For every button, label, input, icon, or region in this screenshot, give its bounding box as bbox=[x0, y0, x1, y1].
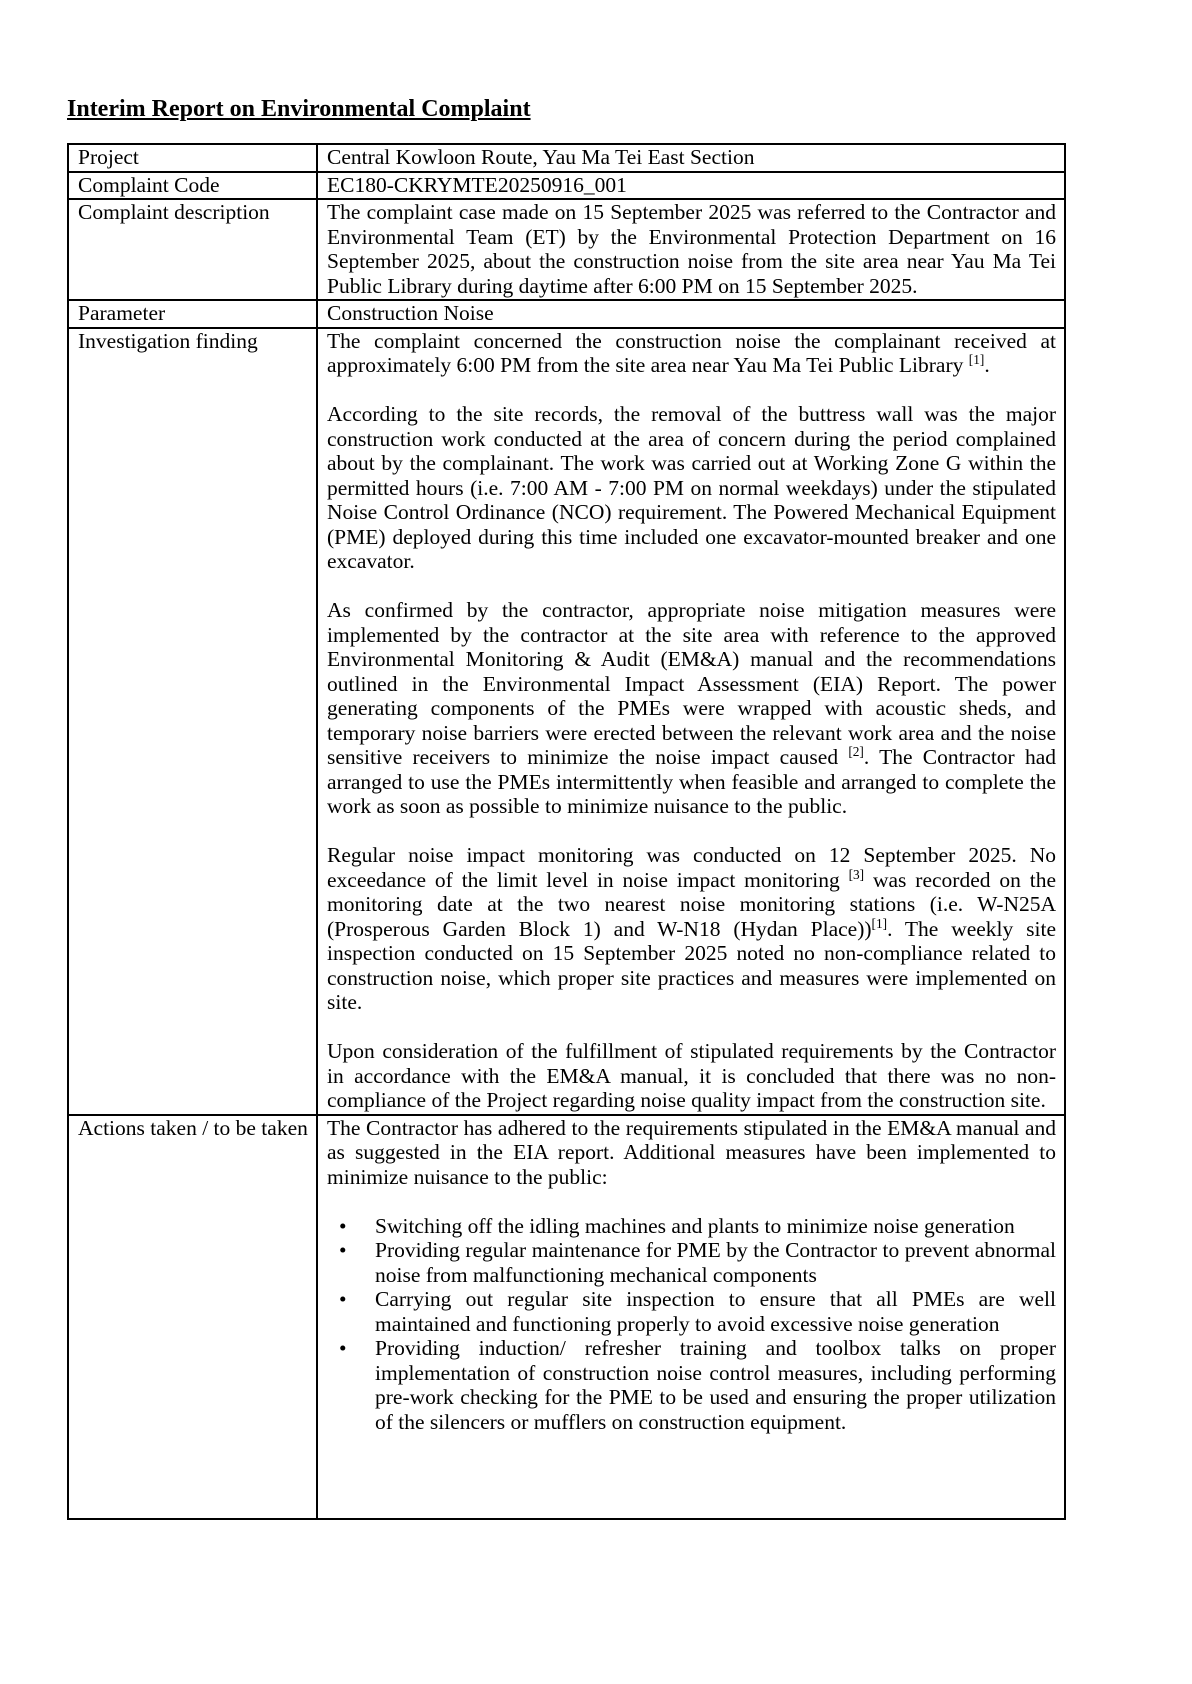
row-label: Investigation finding bbox=[68, 328, 317, 1115]
row-value bbox=[317, 199, 1065, 300]
report-table-body bbox=[68, 144, 1065, 1519]
table-row bbox=[68, 144, 1065, 172]
table-row bbox=[68, 1115, 1065, 1519]
row-label: Actions taken / to be taken bbox=[68, 1115, 317, 1519]
paragraph: Upon consideration of the fulfillment of stipulated requirements by the Contractor in accordance with the EM&A manual, it is concluded that there was no non-compliance of the Project regarding noise quality impact from the construction site. bbox=[327, 1039, 1056, 1112]
row-label: Project bbox=[68, 144, 317, 172]
table-row bbox=[68, 300, 1065, 328]
paragraph: Construction Noise bbox=[327, 301, 494, 325]
footnote-reference: [2] bbox=[848, 743, 864, 759]
bullet-item: • Carrying out regular site inspection to ensure that all PMEs are well maintained and functioning properly to avoid excessive noise generation bbox=[327, 1287, 1056, 1336]
row-value bbox=[317, 144, 1065, 172]
bullet-list bbox=[327, 1214, 1056, 1435]
paragraph: The complaint case made on 15 September 2025 was referred to the Contractor and Environmental Team (ET) by the Environmental Protection Department on 16 September 2025, about the construction noise from the site area near Yau Ma Tei Public Library during daytime after 6:00 PM on 15 September 2025. bbox=[327, 200, 1056, 298]
footnote-reference: [3] bbox=[848, 866, 865, 882]
footnote-reference: [1] bbox=[968, 351, 985, 367]
report-title: Interim Report on Environmental Complaint bbox=[67, 96, 531, 122]
table-row bbox=[68, 199, 1065, 300]
bullet-item: • Providing regular maintenance for PME by the Contractor to prevent abnormal noise from malfunctioning mechanical components bbox=[327, 1238, 1056, 1287]
table-row bbox=[68, 172, 1065, 200]
paragraph: EC180-CKRYMTE20250916_001 bbox=[327, 172, 627, 197]
row-value bbox=[317, 1115, 1065, 1519]
paragraph: Central Kowloon Route, Yau Ma Tei East Section bbox=[327, 145, 755, 169]
paragraph: Regular noise impact monitoring was conducted on 12 September 2025. No exceedance of the limit level in noise impact monitoring [3] was recorded on the monitoring date at the two nearest noise monitoring stations (i.e. W-N25A (Prosperous Garden Block 1) and W-N18 (Hydan Place))[1]. The weekly site inspection conducted on 15 September 2025 noted no non-compliance related to construction noise, which proper site practices and measures were implemented on site. bbox=[327, 843, 1056, 1014]
table-row bbox=[68, 328, 1065, 1115]
footnote-reference: [1] bbox=[871, 915, 888, 931]
row-label: Complaint description bbox=[68, 199, 317, 300]
paragraph: As confirmed by the contractor, appropriate noise mitigation measures were implemented by the contractor at the site area with reference to the approved Environmental Monitoring & Audit (EM&A) manual and the recommendations outlined in the Environmental Impact Assessment (EIA) Report. The power generating components of the PMEs were wrapped with acoustic sheds, and temporary noise barriers were erected between the relevant work area and the noise sensitive receivers to minimize the noise impact caused [2]. The Contractor had arranged to use the PMEs intermittently when feasible and arranged to complete the work as soon as possible to minimize nuisance to the public. bbox=[327, 598, 1056, 818]
row-label: Parameter bbox=[68, 300, 317, 328]
row-value bbox=[317, 172, 1065, 200]
paragraph: According to the site records, the removal of the buttress wall was the major construction work conducted at the area of concern during the period complained about by the complainant. The work was carried out at Working Zone G within the permitted hours (i.e. 7:00 AM - 7:00 PM on normal weekdays) under the stipulated Noise Control Ordinance (NCO) requirement. The Powered Mechanical Equipment (PME) deployed during this time included one excavator-mounted breaker and one excavator. bbox=[327, 402, 1056, 573]
paragraph: The Contractor has adhered to the requirements stipulated in the EM&A manual and as suggested in the EIA report. Additional measures have been implemented to minimize nuisance to the public: bbox=[327, 1115, 1056, 1189]
complaint-table bbox=[67, 143, 1066, 1520]
bullet-item: • Switching off the idling machines and plants to minimize noise generation bbox=[327, 1214, 1056, 1239]
bullet-item: • Providing induction/ refresher training and toolbox talks on proper implementation of construction noise control measures, including performing pre-work checking for the PME to be used and ensuring the proper utilization of the silencers or mufflers on construction equipment. bbox=[327, 1336, 1056, 1434]
row-value bbox=[317, 300, 1065, 328]
row-label: Complaint Code bbox=[68, 172, 317, 200]
row-value bbox=[317, 328, 1065, 1115]
paragraph: The complaint concerned the construction noise the complainant received at approximately 6:00 PM from the site area near Yau Ma Tei Public Library [1]. bbox=[327, 328, 1056, 377]
